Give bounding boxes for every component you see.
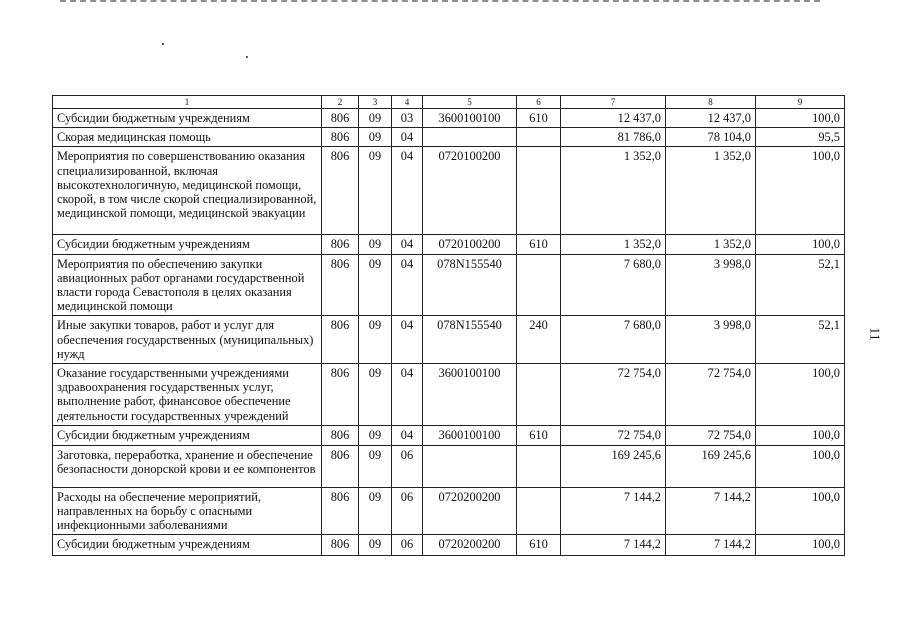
scan-edge-artifact: [60, 0, 820, 5]
row-value-cell-c9: 52,1: [756, 254, 845, 316]
row-name-cell: Субсидии бюджетным учреждениям: [53, 535, 322, 556]
row-value-cell-c2: 806: [322, 445, 359, 487]
row-name-cell: Мероприятия по совершенствованию оказания специализированной, включая высокотехнологичную, медицинской помощи, скорой, в том числе скорой специализированной, медицинской помощи, медицинской эвакуации: [53, 147, 322, 235]
row-value-cell-c6: 240: [517, 316, 561, 364]
row-value-cell-c3: 09: [359, 235, 392, 254]
row-name-cell: Заготовка, переработка, хранение и обеспечение безопасности донорской крови и ее компонентов: [53, 445, 322, 487]
table-row: [53, 128, 845, 147]
table-header-row: [53, 96, 845, 109]
row-value-cell-c9: 100,0: [756, 487, 845, 535]
row-value-cell-c7: 7 680,0: [561, 254, 666, 316]
row-value-cell-c4: 04: [392, 235, 423, 254]
row-value-cell-c7: 7 144,2: [561, 535, 666, 556]
row-value-cell-c5: 0720100200: [423, 235, 517, 254]
row-value-cell-c6: 610: [517, 109, 561, 128]
row-value-cell-c8: 7 144,2: [666, 535, 756, 556]
row-value-cell-c9: 95,5: [756, 128, 845, 147]
row-value-cell-c6: [517, 364, 561, 426]
column-header: 6: [517, 96, 561, 109]
row-name-cell: Мероприятия по обеспечению закупки авиационных работ органами государственной власти города Севастополя в целях оказания медицинской помощи: [53, 254, 322, 316]
row-value-cell-c8: 78 104,0: [666, 128, 756, 147]
row-name-cell: Иные закупки товаров, работ и услуг для обеспечения государственных (муниципальных) нужд: [53, 316, 322, 364]
table-row: [53, 147, 845, 235]
row-value-cell-c2: 806: [322, 487, 359, 535]
row-value-cell-c8: 72 754,0: [666, 425, 756, 445]
budget-table: [52, 95, 845, 556]
row-value-cell-c9: 100,0: [756, 109, 845, 128]
row-value-cell-c4: 06: [392, 487, 423, 535]
row-value-cell-c7: 72 754,0: [561, 425, 666, 445]
row-value-cell-c9: 100,0: [756, 364, 845, 426]
row-value-cell-c4: 03: [392, 109, 423, 128]
row-value-cell-c7: 12 437,0: [561, 109, 666, 128]
row-value-cell-c4: 06: [392, 535, 423, 556]
table-row: [53, 425, 845, 445]
row-value-cell-c5: 3600100100: [423, 109, 517, 128]
row-value-cell-c2: 806: [322, 147, 359, 235]
table-row: [53, 445, 845, 487]
row-value-cell-c6: [517, 254, 561, 316]
column-header: 3: [359, 96, 392, 109]
row-value-cell-c7: 7 680,0: [561, 316, 666, 364]
row-value-cell-c5: [423, 445, 517, 487]
row-value-cell-c8: 1 352,0: [666, 147, 756, 235]
row-value-cell-c7: 72 754,0: [561, 364, 666, 426]
row-value-cell-c6: [517, 128, 561, 147]
row-name-cell: Субсидии бюджетным учреждениям: [53, 425, 322, 445]
row-value-cell-c4: 04: [392, 364, 423, 426]
row-value-cell-c8: 1 352,0: [666, 235, 756, 254]
row-value-cell-c3: 09: [359, 316, 392, 364]
row-value-cell-c4: 04: [392, 425, 423, 445]
row-value-cell-c5: 078N155540: [423, 254, 517, 316]
row-value-cell-c2: 806: [322, 254, 359, 316]
row-value-cell-c8: 3 998,0: [666, 316, 756, 364]
row-value-cell-c3: 09: [359, 445, 392, 487]
row-value-cell-c5: 0720100200: [423, 147, 517, 235]
table-row: [53, 487, 845, 535]
row-value-cell-c5: [423, 128, 517, 147]
scan-speck: [162, 43, 164, 45]
row-value-cell-c3: 09: [359, 535, 392, 556]
row-value-cell-c7: 1 352,0: [561, 147, 666, 235]
row-value-cell-c4: 04: [392, 147, 423, 235]
table-row: [53, 535, 845, 556]
row-value-cell-c9: 100,0: [756, 425, 845, 445]
row-value-cell-c6: 610: [517, 535, 561, 556]
row-value-cell-c9: 100,0: [756, 445, 845, 487]
row-value-cell-c7: 1 352,0: [561, 235, 666, 254]
row-value-cell-c3: 09: [359, 128, 392, 147]
row-value-cell-c2: 806: [322, 109, 359, 128]
row-value-cell-c6: 610: [517, 235, 561, 254]
row-value-cell-c7: 7 144,2: [561, 487, 666, 535]
row-value-cell-c4: 06: [392, 445, 423, 487]
column-header: 5: [423, 96, 517, 109]
table-row: [53, 235, 845, 254]
table-row: [53, 316, 845, 364]
row-value-cell-c2: 806: [322, 535, 359, 556]
row-name-cell: Расходы на обеспечение мероприятий, направленных на борьбу с опасными инфекционными заболеваниями: [53, 487, 322, 535]
row-name-cell: Оказание государственными учреждениями здравоохранения государственных услуг, выполнение работ, финансовое обеспечение деятельности государственных учреждений: [53, 364, 322, 426]
table-row: [53, 254, 845, 316]
row-value-cell-c2: 806: [322, 235, 359, 254]
column-header: 2: [322, 96, 359, 109]
column-header: 8: [666, 96, 756, 109]
row-name-cell: Скорая медицинская помощь: [53, 128, 322, 147]
row-value-cell-c3: 09: [359, 425, 392, 445]
row-value-cell-c4: 04: [392, 128, 423, 147]
row-value-cell-c6: [517, 487, 561, 535]
row-value-cell-c6: [517, 147, 561, 235]
row-value-cell-c5: 078N155540: [423, 316, 517, 364]
row-value-cell-c6: 610: [517, 425, 561, 445]
row-value-cell-c9: 100,0: [756, 147, 845, 235]
row-value-cell-c8: 3 998,0: [666, 254, 756, 316]
row-value-cell-c3: 09: [359, 364, 392, 426]
row-value-cell-c2: 806: [322, 364, 359, 426]
row-value-cell-c9: 100,0: [756, 235, 845, 254]
row-name-cell: Субсидии бюджетным учреждениям: [53, 235, 322, 254]
row-value-cell-c5: 0720200200: [423, 535, 517, 556]
row-value-cell-c8: 169 245,6: [666, 445, 756, 487]
row-value-cell-c3: 09: [359, 254, 392, 316]
row-value-cell-c9: 52,1: [756, 316, 845, 364]
row-value-cell-c2: 806: [322, 425, 359, 445]
row-value-cell-c3: 09: [359, 147, 392, 235]
row-value-cell-c6: [517, 445, 561, 487]
row-value-cell-c4: 04: [392, 316, 423, 364]
column-header: 4: [392, 96, 423, 109]
row-value-cell-c7: 81 786,0: [561, 128, 666, 147]
scan-speck: [246, 56, 248, 58]
row-value-cell-c3: 09: [359, 487, 392, 535]
row-value-cell-c8: 72 754,0: [666, 364, 756, 426]
row-value-cell-c5: 3600100100: [423, 425, 517, 445]
row-value-cell-c8: 7 144,2: [666, 487, 756, 535]
row-value-cell-c7: 169 245,6: [561, 445, 666, 487]
row-value-cell-c3: 09: [359, 109, 392, 128]
table-row: [53, 364, 845, 426]
row-value-cell-c5: 3600100100: [423, 364, 517, 426]
column-header: 7: [561, 96, 666, 109]
row-value-cell-c5: 0720200200: [423, 487, 517, 535]
table-row: [53, 109, 845, 128]
row-name-cell: Субсидии бюджетным учреждениям: [53, 109, 322, 128]
page-number: 11: [866, 327, 882, 341]
row-value-cell-c2: 806: [322, 128, 359, 147]
row-value-cell-c9: 100,0: [756, 535, 845, 556]
column-header: 9: [756, 96, 845, 109]
row-value-cell-c2: 806: [322, 316, 359, 364]
column-header: 1: [53, 96, 322, 109]
row-value-cell-c4: 04: [392, 254, 423, 316]
row-value-cell-c8: 12 437,0: [666, 109, 756, 128]
